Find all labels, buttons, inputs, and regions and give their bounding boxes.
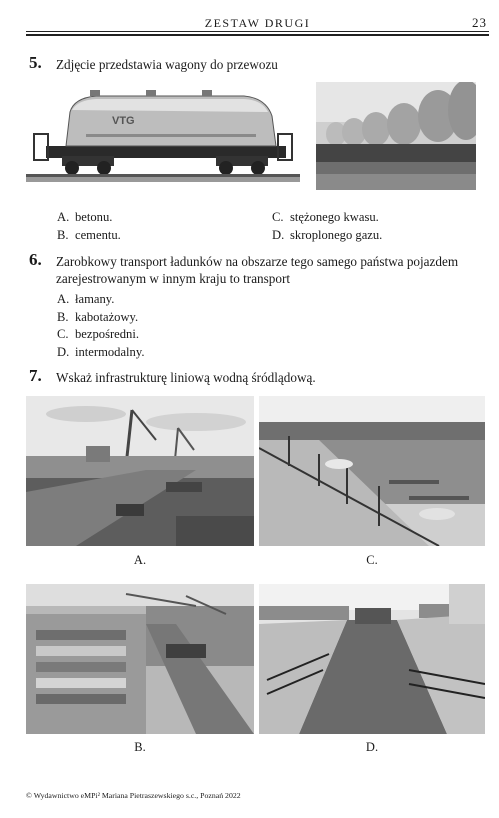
marina-photo[interactable] [259, 396, 485, 546]
q6-option-d[interactable]: D. intermodalny. [57, 345, 145, 359]
header-rule-thick [26, 34, 489, 36]
q6-option-c[interactable]: C. bezpośredni. [57, 327, 139, 341]
cement-wagons-row-photo [316, 82, 476, 190]
question-7-text: Wskaż infrastrukturę liniową wodną śródlądową. [56, 370, 316, 385]
page-number: 23 [472, 15, 487, 30]
container-terminal-photo[interactable] [26, 584, 254, 734]
question-6-line-2: zarejestrowanym w innym kraju to transport [56, 271, 291, 286]
question-6-line-1: Zarobkowy transport ładunków na obszarze tego samego państwa pojazdem [56, 254, 459, 269]
header-rule [26, 31, 489, 32]
caption-d: D. [365, 740, 379, 754]
q6-option-a[interactable]: A. łamany. [57, 292, 115, 306]
question-5-text: Zdjęcie przedstawia wagony do przewozu [56, 57, 278, 72]
question-7-number: 7. [29, 366, 42, 385]
caption-c: C. [366, 553, 378, 567]
wagon-logo: VTG [112, 115, 135, 127]
q5-option-a[interactable]: A. betonu. [57, 210, 113, 224]
question-5-number: 5. [29, 53, 42, 72]
q5-option-d[interactable]: D. skroplonego gazu. [272, 228, 383, 242]
q6-option-b[interactable]: B. kabotażowy. [57, 310, 139, 324]
header-title: ZESTAW DRUGI [204, 16, 311, 30]
canal-lock-photo[interactable] [259, 584, 485, 734]
footer-copyright: © Wydawnictwo eMPi² Mariana Pietraszewskiego s.c., Poznań 2022 [26, 791, 241, 800]
q5-option-c[interactable]: C. stężonego kwasu. [272, 210, 379, 224]
question-6-number: 6. [29, 250, 42, 269]
cement-wagon-photo [26, 88, 300, 184]
caption-a: A. [133, 553, 147, 567]
q5-option-b[interactable]: B. cementu. [57, 228, 121, 242]
page-header [26, 14, 489, 36]
port-cranes-photo[interactable] [26, 396, 254, 546]
caption-b: B. [134, 740, 146, 754]
